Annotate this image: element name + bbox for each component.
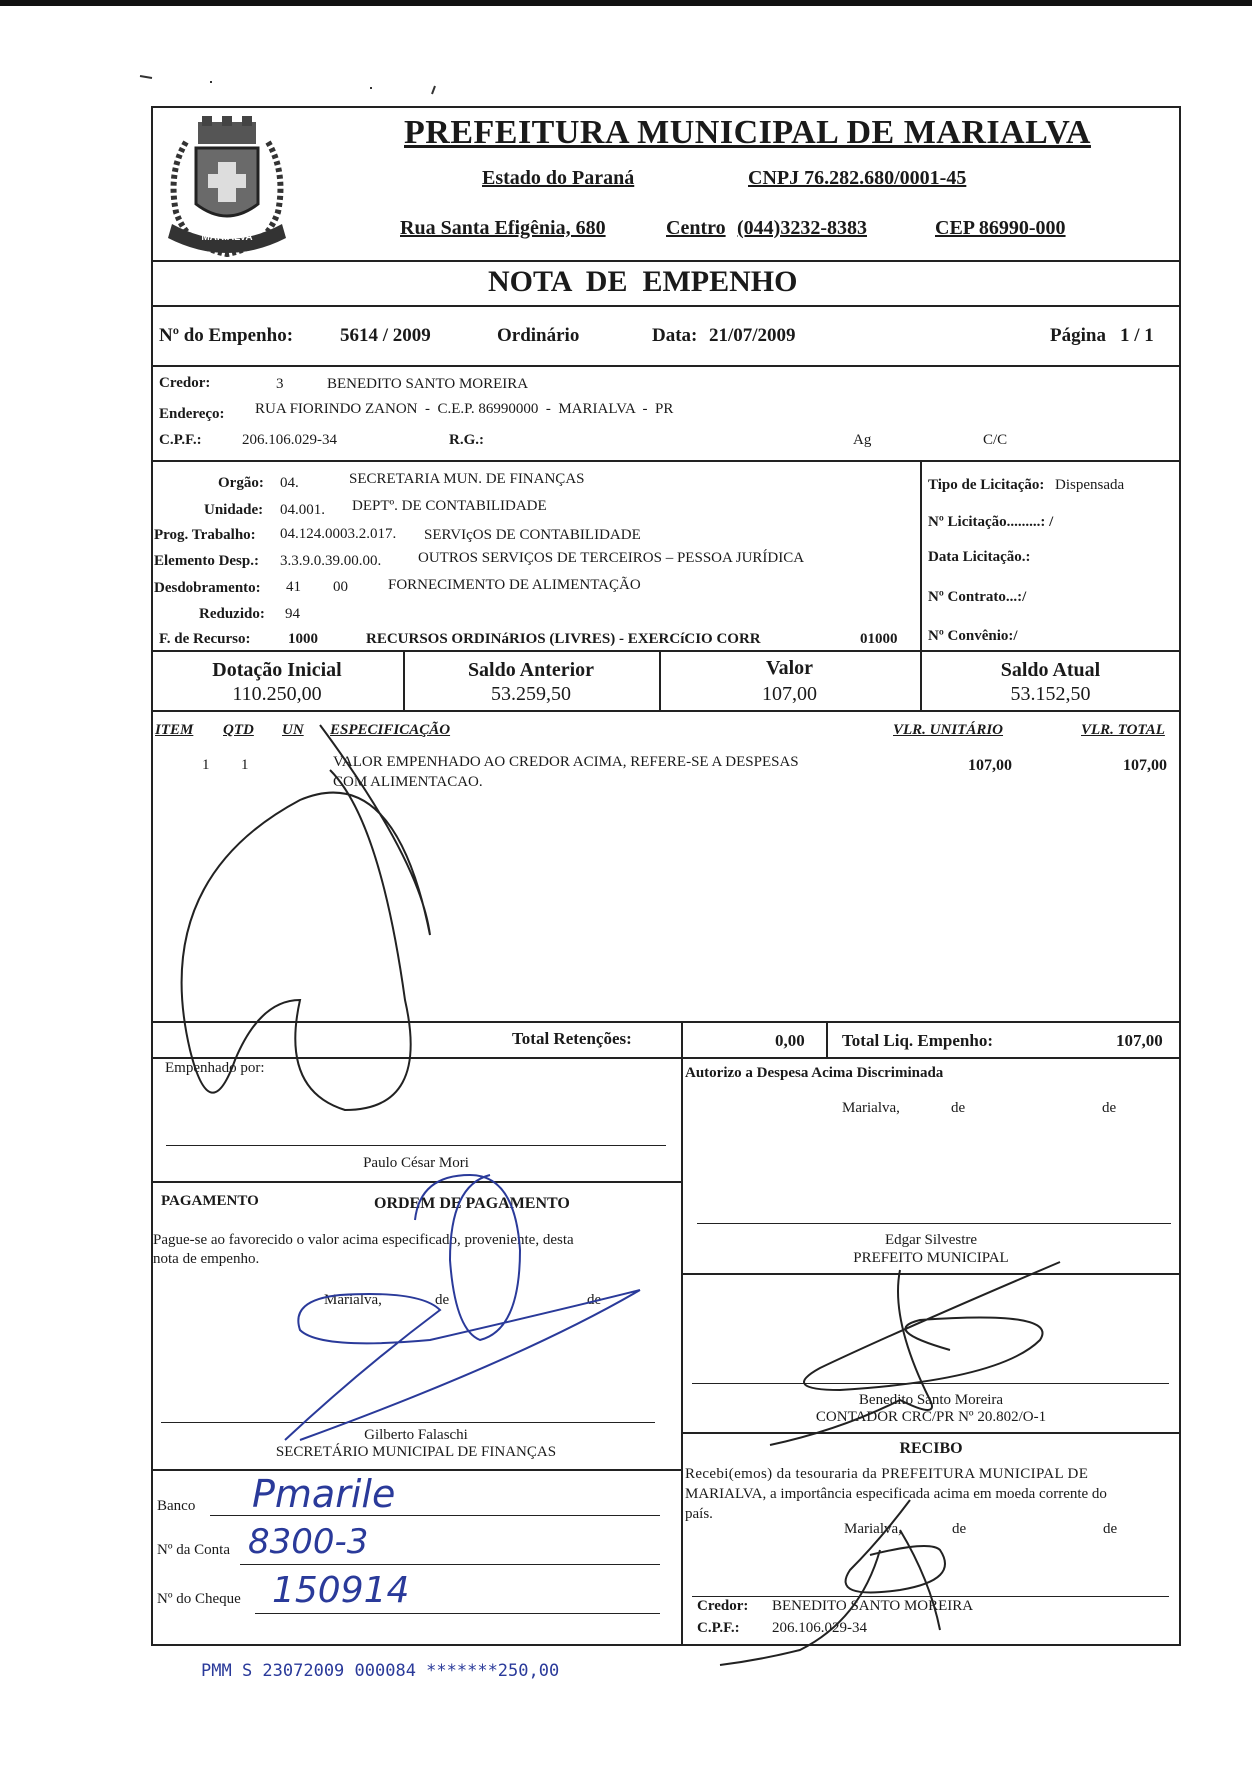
prog-label: Prog. Trabalho: (154, 527, 256, 543)
recurso-label: F. de Recurso: (159, 631, 251, 647)
row-spec-line1: VALOR EMPENHADO AO CREDOR ACIMA, REFERE-SE A DESPESAS (333, 754, 799, 770)
autorizo-city: Marialva, (842, 1100, 900, 1116)
date-label: Data: (652, 325, 698, 346)
cnpj-label: CNPJ 76.282.680/0001-45 (748, 167, 967, 189)
empenho-type: Ordinário (497, 325, 580, 346)
recibo-city: Marialva, (844, 1521, 902, 1537)
cheque-label: Nº do Cheque (157, 1591, 241, 1607)
banco-value: Pmarile (252, 1472, 396, 1516)
valor-value: 107,00 (762, 683, 817, 705)
row-qtd: 1 (241, 757, 249, 773)
cc-label: C/C (983, 432, 1008, 448)
payment-stamp: PMM S 23072009 000084 *******250,00 (201, 1661, 560, 1681)
pagamento-text-line1: Pague-se ao favorecido o valor acima especificado, proveniente, desta (153, 1232, 574, 1248)
recibo-text-line2: MARIALVA, a importância especificada acima em moeda corrente do (685, 1486, 1107, 1502)
elemento-name: OUTROS SERVIÇOS DE TERCEIROS – PESSOA JURÍDICA (418, 550, 805, 566)
address-label: Endereço: (159, 406, 225, 422)
page-number: 1 / 1 (1120, 325, 1154, 346)
autorizo-de2: de (1102, 1100, 1117, 1116)
district-label: Centro (666, 217, 726, 239)
credor-label: Credor: (159, 375, 211, 391)
row-total-value: 107,00 (1123, 757, 1167, 774)
licitacao-type-label: Tipo de Licitação: (928, 477, 1045, 493)
pagamento-city: Marialva, (324, 1292, 382, 1308)
recibo-cpf-value: 206.106.029-34 (772, 1620, 867, 1636)
contador-title: CONTADOR CRC/PR Nº 20.802/O-1 (815, 1409, 1047, 1425)
logo-text: MARIALVA (201, 232, 253, 243)
document-title: NOTA DE EMPENHO (488, 265, 798, 298)
recibo-credor-value: BENEDITO SANTO MOREIRA (772, 1598, 974, 1614)
recibo-cpf-label: C.P.F.: (697, 1620, 740, 1636)
recurso-code: 1000 (288, 631, 318, 647)
col-header-un: UN (282, 722, 304, 738)
row-spec-line2: COM ALIMENTACAO. (333, 774, 483, 790)
desdobramento-label: Desdobramento: (154, 580, 261, 596)
valor-label: Valor (765, 657, 814, 679)
reduzido-value: 94 (285, 606, 300, 622)
phone-label: (044)3232-8383 (737, 217, 867, 239)
prefeito-name: Edgar Silvestre (884, 1232, 978, 1248)
date-value: 21/07/2009 (709, 325, 796, 346)
saldo-anterior-label: Saldo Anterior (467, 659, 595, 681)
autorizo-label: Autorizo a Despesa Acima Discriminada (685, 1065, 944, 1081)
licitacao-date: Data Licitação.: (928, 549, 1031, 565)
convenio-number: Nº Convênio:/ (928, 628, 1018, 644)
col-header-spec: ESPECIFICAÇÃO (330, 722, 451, 738)
scan-marks (140, 76, 435, 94)
secretario-name: Gilberto Falaschi (364, 1427, 468, 1443)
contract-number: Nº Contrato...:/ (928, 589, 1027, 605)
saldo-atual-label: Saldo Atual (1000, 659, 1101, 681)
unidade-name: DEPTº. DE CONTABILIDADE (352, 498, 547, 514)
liq-empenho-label: Total Liq. Empenho: (842, 1031, 993, 1050)
unidade-label: Unidade: (204, 502, 264, 518)
recibo-de1: de (952, 1521, 967, 1537)
saldo-anterior-value: 53.259,50 (491, 683, 571, 705)
retencoes-value: 0,00 (775, 1031, 805, 1050)
pagamento-label: PAGAMENTO (161, 1193, 259, 1209)
credor-code: 3 (276, 376, 284, 392)
empenho-number: 5614 / 2009 (340, 325, 431, 346)
page-title: PREFEITURA MUNICIPAL DE MARIALVA (404, 114, 1091, 151)
recurso-number: 01000 (860, 631, 898, 647)
liq-empenho-value: 107,00 (1116, 1031, 1163, 1050)
ag-label: Ag (853, 432, 872, 448)
cpf-label: C.P.F.: (159, 432, 202, 448)
licitacao-number: Nº Licitação.........: / (928, 514, 1054, 530)
dotacao-label: Dotação Inicial (212, 659, 342, 681)
saldo-atual-value: 53.152,50 (1010, 683, 1091, 705)
cpf-value: 206.106.029-34 (242, 432, 337, 448)
retencoes-label: Total Retenções: (512, 1029, 632, 1048)
licitacao-type: Dispensada (1055, 477, 1125, 493)
col-header-qtd: QTD (223, 722, 254, 738)
col-header-item: ITEM (155, 722, 194, 738)
cep-label: CEP 86990-000 (935, 217, 1066, 239)
banco-label: Banco (157, 1498, 196, 1514)
coat-of-arms-logo (158, 112, 296, 262)
secretario-title: SECRETÁRIO MUNICIPAL DE FINANÇAS (275, 1444, 557, 1460)
cheque-value: 150914 (272, 1570, 410, 1611)
orgao-name: SECRETARIA MUN. DE FINANÇAS (349, 471, 585, 487)
rg-label: R.G.: (449, 432, 484, 448)
recibo-text-line1: Recebi(emos) da tesouraria da PREFEITURA MUNICIPAL DE (685, 1466, 1089, 1482)
pagamento-de1: de (435, 1292, 450, 1308)
elemento-label: Elemento Desp.: (154, 553, 259, 569)
pagamento-de2: de (587, 1292, 602, 1308)
credor-name: BENEDITO SANTO MOREIRA (327, 376, 529, 392)
recibo-de2: de (1103, 1521, 1118, 1537)
empenho-number-label: Nº do Empenho: (159, 325, 294, 346)
elemento-code: 3.3.9.0.39.00.00. (280, 553, 382, 569)
recibo-text-line3: país. (685, 1506, 713, 1522)
contador-name: Benedito Santo Moreira (858, 1392, 1004, 1408)
dotacao-value: 110.250,00 (232, 683, 322, 705)
street-label: Rua Santa Efigênia, 680 (400, 217, 606, 239)
conta-label: Nº da Conta (157, 1542, 230, 1558)
state-label: Estado do Paraná (482, 167, 635, 189)
desdobramento-name: FORNECIMENTO DE ALIMENTAÇÃO (388, 577, 641, 593)
row-unit-value: 107,00 (968, 757, 1012, 774)
unidade-code: 04.001. (280, 502, 325, 518)
empenhado-por-label: Empenhado por: (165, 1060, 265, 1076)
page-label: Página (1050, 325, 1106, 346)
row-item: 1 (202, 757, 210, 773)
recibo-credor-label: Credor: (697, 1598, 749, 1614)
desdobramento-sub: 00 (333, 579, 348, 595)
scan-top-edge (0, 0, 1252, 6)
reduzido-label: Reduzido: (199, 606, 265, 622)
recurso-name: RECURSOS ORDINáRIOS (LIVRES) - EXERCíCIO CORR (366, 631, 761, 647)
prog-name: SERVIçOS DE CONTABILIDADE (424, 527, 641, 543)
prog-code: 04.124.0003.2.017. (280, 526, 397, 542)
col-header-unit-value: VLR. UNITÁRIO (893, 722, 1004, 738)
desdobramento-code: 41 (286, 579, 301, 595)
address-value: RUA FIORINDO ZANON - C.E.P. 86990000 - MARIALVA - PR (255, 401, 674, 417)
orgao-code: 04. (280, 475, 299, 491)
col-header-total-value: VLR. TOTAL (1081, 722, 1165, 738)
recibo-title: RECIBO (899, 1440, 963, 1457)
prefeito-title: PREFEITO MUNICIPAL (853, 1250, 1009, 1266)
conta-value: 8300-3 (248, 1522, 369, 1562)
ordem-pagamento-label: ORDEM DE PAGAMENTO (374, 1195, 570, 1212)
pagamento-text-line2: nota de empenho. (153, 1251, 260, 1267)
empenhado-por-name: Paulo César Mori (363, 1155, 469, 1171)
autorizo-de1: de (951, 1100, 966, 1116)
orgao-label: Orgão: (218, 475, 264, 491)
